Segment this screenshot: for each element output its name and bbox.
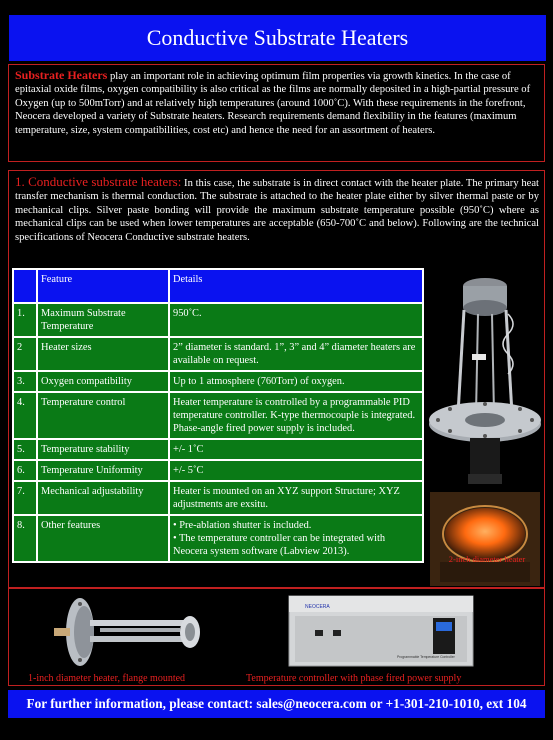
row-num: 4. <box>13 392 37 439</box>
controller-brand-label: NEOCERA <box>305 604 330 610</box>
row-feature: Temperature Uniformity <box>37 460 169 481</box>
controller-panel-label: Programmable Temperature Controller <box>397 655 455 659</box>
row-feature: Other features <box>37 515 169 562</box>
table-header-row <box>13 269 423 303</box>
table-row <box>13 439 423 460</box>
intro-box <box>8 64 545 162</box>
row-feature: Heater sizes <box>37 337 169 371</box>
row-num: 3. <box>13 371 37 392</box>
table-row <box>13 481 423 515</box>
row-num: 6. <box>13 460 37 481</box>
table-row <box>13 337 423 371</box>
spec-table <box>12 268 424 563</box>
row-details: Heater temperature is controlled by a programmable PID temperature controller. K-type thermocouple is integrated. Phase-angle fired power supply is included. <box>169 392 423 439</box>
section-text: In this case, the substrate is in direct contact with the heater plate. The primary heat transfer mechanism is thermal conduction. The substrate is attached to the heater plate either by silver thermal paste or by mechanical clips. Silver paste bonding will provide the maximum substrate temperature possible (950˚C) where as mechanical clips can be used when lower temperatures are acceptable (650-700˚C and below). Following are the technical specifications of Neocera Conductive substrate heaters. <box>15 178 539 243</box>
header-details: Details <box>169 269 423 303</box>
page-title: Conductive Substrate Heaters <box>8 14 547 62</box>
list-item: • The temperature controller can be integrated with Neocera system software (Labview 2013). <box>173 533 386 557</box>
contact-bar: For further information, please contact: sales@neocera.com or +1-301-210-1010, ext 104 <box>8 690 545 718</box>
controller-caption: Temperature controller with phase fired power supply <box>246 673 462 684</box>
heater-assembly-photo <box>428 264 542 490</box>
row-details: 950˚C. <box>169 303 423 337</box>
row-num: 2 <box>13 337 37 371</box>
table-row <box>13 303 423 337</box>
header-feature: Feature <box>37 269 169 303</box>
row-num: 5. <box>13 439 37 460</box>
other-features-list <box>173 519 419 558</box>
glowing-heater-photo <box>430 492 540 586</box>
row-feature: Temperature control <box>37 392 169 439</box>
row-num: 7. <box>13 481 37 515</box>
list-item: • Pre-ablation shutter is included. <box>173 520 312 531</box>
row-details <box>169 515 423 562</box>
table-row <box>13 515 423 562</box>
flange-heater-photo <box>40 592 220 672</box>
row-feature: Mechanical adjustability <box>37 481 169 515</box>
row-details: Up to 1 atmosphere (760Torr) of oxygen. <box>169 371 423 392</box>
intro-text: play an important role in achieving optimum film properties via growth kinetics. In the case of epitaxial oxide films, oxygen compatibility is also critical as the films are normally deposited in a high-partial pressure of Oxygen (up to 500mTorr) and at relatively high temperatures (around 1000˚C). With these requirements in the forefront, Neocera developed a variety of Substrate heaters. Research requirements demand flexibility in the features (maximum temperature, size, system compatibilities, cost etc) and hence the need for an assortment of heaters. <box>15 71 531 136</box>
table-row <box>13 392 423 439</box>
table-row <box>13 371 423 392</box>
section-paragraph <box>15 175 539 244</box>
row-details: +/- 1˚C <box>169 439 423 460</box>
row-details: +/- 5˚C <box>169 460 423 481</box>
row-details: 2” diameter is standard. 1”, 3” and 4” diameter heaters are available on request. <box>169 337 423 371</box>
table-row <box>13 460 423 481</box>
row-feature: Oxygen compatibility <box>37 371 169 392</box>
temperature-controller-photo <box>285 592 477 670</box>
row-details: Heater is mounted on an XYZ support Structure; XYZ adjustments are exsitu. <box>169 481 423 515</box>
section-lead: 1. Conductive substrate heaters: <box>15 174 182 189</box>
row-feature: Maximum Substrate Temperature <box>37 303 169 337</box>
header-num <box>13 269 37 303</box>
flange-heater-caption: 1-inch diameter heater, flange mounted <box>28 673 186 684</box>
row-num: 8. <box>13 515 37 562</box>
glow-heater-caption: 2-inch diameter heater <box>448 554 526 564</box>
intro-lead: Substrate Heaters <box>15 68 108 82</box>
row-feature: Temperature stability <box>37 439 169 460</box>
row-num: 1. <box>13 303 37 337</box>
